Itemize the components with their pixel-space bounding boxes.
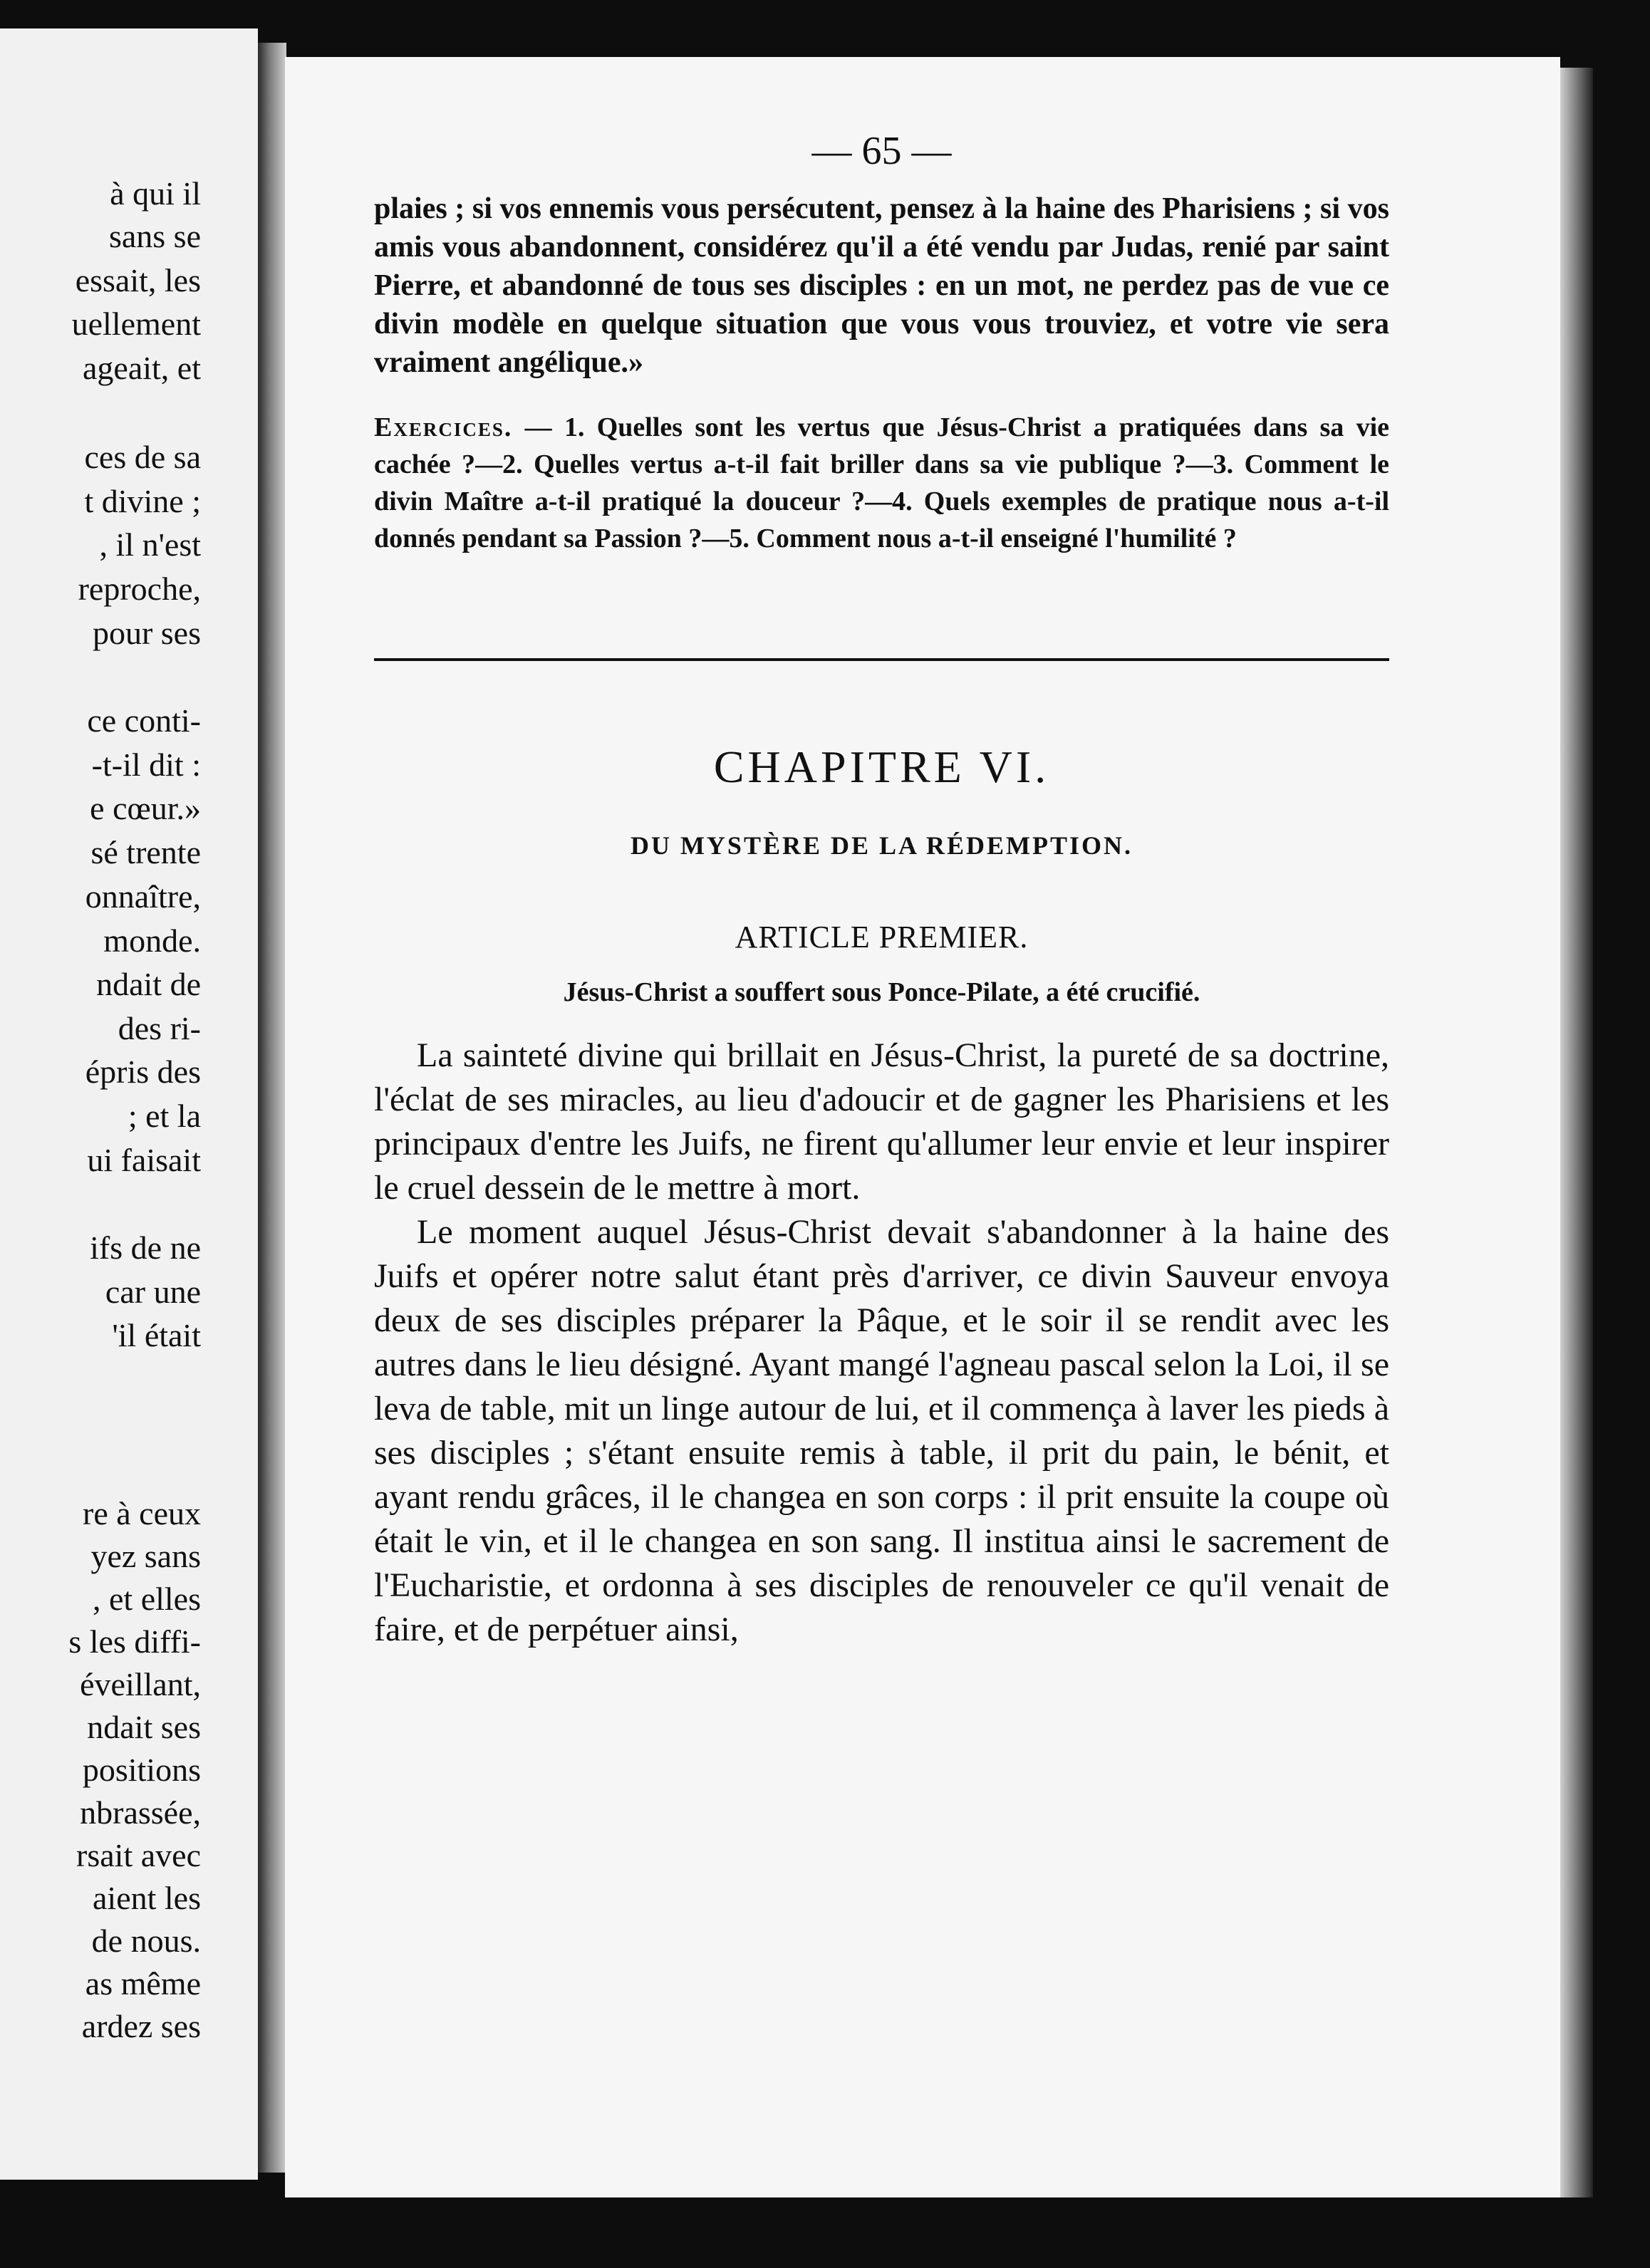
left-page-line: ndait ses: [87, 1709, 201, 1745]
left-page-line: , et elles: [93, 1581, 201, 1617]
left-page-line: as même: [85, 1965, 201, 2002]
left-page-line: ces de sa: [84, 439, 201, 475]
left-page-line: pour ses: [92, 615, 201, 651]
left-page-line: , il n'est: [99, 526, 201, 563]
left-page-line: ageait, et: [82, 350, 201, 386]
left-page-line: reproche,: [78, 571, 201, 607]
left-page-line: ndait de: [96, 966, 201, 1002]
left-page-line: ardez ses: [81, 2008, 201, 2044]
left-page-line: aient les: [93, 1880, 201, 1916]
section-divider: [374, 658, 1389, 661]
left-page-line: éveillant,: [80, 1666, 201, 1702]
exercises-block: [374, 409, 1389, 557]
article-title: ARTICLE PREMIER.: [735, 920, 1029, 954]
left-page-line: e cœur.»: [90, 790, 201, 826]
left-page-fragment: [0, 28, 258, 2180]
left-page-line: positions: [82, 1752, 201, 1788]
left-page-line: monde.: [103, 922, 201, 959]
page-content: [374, 128, 1389, 1652]
page-edge: [1560, 68, 1593, 2197]
continued-paragraph: [374, 189, 1389, 382]
left-page-line: t divine ;: [84, 483, 201, 519]
left-page-line: onnaître,: [85, 878, 201, 915]
page-number: — 65 —: [811, 129, 952, 173]
left-page-line: nbrassée,: [80, 1794, 201, 1831]
left-page-line: car une: [105, 1274, 201, 1310]
left-page-line: -t-il dit :: [91, 747, 201, 783]
left-page-line: 'il était: [112, 1317, 201, 1353]
left-page-line: de nous.: [91, 1923, 201, 1959]
left-page-line: sans se: [108, 218, 201, 254]
left-page-line: ce conti-: [87, 702, 201, 739]
article-body: [374, 1034, 1389, 1652]
article-subtitle: Jésus-Christ a souffert sous Ponce-Pilate, a été crucifié.: [563, 977, 1200, 1007]
left-page-line: s les diffi-: [68, 1623, 201, 1660]
exercises-text: [374, 409, 1389, 557]
left-page-line: ; et la: [128, 1098, 201, 1134]
exercises-label: Exercices.: [374, 412, 513, 442]
left-page-line: essait, les: [75, 262, 201, 298]
left-page-line: ifs de ne: [90, 1229, 201, 1266]
right-page: [285, 57, 1560, 2197]
left-page-line: uellement: [71, 306, 201, 342]
body-paragraph-1: La sainteté divine qui brillait en Jésus-Christ, la pureté de sa doctrine, l'éclat de ses miracles, au lieu d'adoucir et de gagner les Pharisiens et les principaux d'entre les Juifs, ne firent qu'allumer leur envie et leur inspirer le cruel dessein de le mettre à mort.: [374, 1036, 1389, 1207]
continued-paragraph-text: plaies ; si vos ennemis vous persécutent, pensez à la haine des Pharisiens ; si vos amis vous abandonnent, considérez qu'il a été vendu par Judas, renié par saint Pierre, et abandonné de tous ses disciples : en un mot, ne perdez pas de vue ce divin modèle en quelque situation que vous vous trouviez, et votre vie sera vraiment angélique.»: [374, 192, 1389, 379]
body-paragraph-2: Le moment auquel Jésus-Christ devait s'abandonner à la haine des Juifs et opérer notre salut étant près d'arriver, ce divin Sauveur envoya deux de ses disciples préparer la Pâque, et le soir il se rendit avec les autres dans le lieu désigné. Ayant mangé l'agneau pascal selon la Loi, il se leva de table, mit un linge autour de lui, et il commença à laver les pieds à ses disciples ; s'étant ensuite remis à table, il prit du pain, le bénit, et ayant rendu grâces, il le changea en son corps : il prit ensuite la coupe où était le vin, et il le changea en son sang. Il institua ainsi le sacrement de l'Eucharistie, et ordonna à ses disciples de renouveler ce qu'il venait de faire, et de perpétuer ainsi,: [374, 1213, 1389, 1648]
left-page-line: ui faisait: [87, 1142, 201, 1178]
left-page-line: des ri-: [118, 1010, 201, 1046]
chapter-title: CHAPITRE VI.: [713, 742, 1050, 792]
left-page-line: yez sans: [90, 1538, 201, 1574]
left-page-line: rsait avec: [76, 1837, 201, 1873]
exercises-questions: — 1. Quelles sont les vertus que Jésus-Christ a pratiquées dans sa vie cachée ?—2. Quelles vertus a-t-il fait briller dans sa vie publique ?—3. Comment le divin Maître a-t-il pratiqué la douceur ?—4. Quels exemples de pratique nous a-t-il donnés pendant sa Passion ?—5. Comment nous a-t-il enseigné l'humilité ?: [374, 412, 1389, 553]
chapter-subtitle: DU MYSTÈRE DE LA RÉDEMPTION.: [630, 831, 1133, 860]
left-page-line: à qui il: [110, 175, 201, 212]
left-page-line: sé trente: [90, 834, 201, 870]
left-page-line: épris des: [85, 1054, 201, 1090]
left-page-line: re à ceux: [83, 1495, 201, 1531]
book-gutter: [258, 43, 286, 2173]
